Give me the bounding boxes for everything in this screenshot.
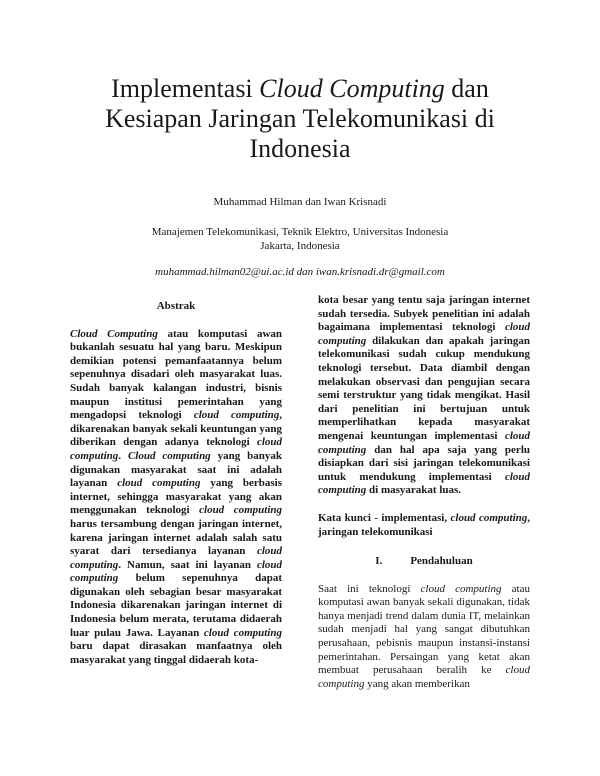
affiliation-line: Manajemen Telekomunikasi, Teknik Elektro, Universitas Indonesia (151, 226, 449, 238)
affiliation-line: Jakarta, Indonesia (260, 240, 340, 252)
section-heading: I. Pendahuluan (375, 555, 473, 568)
paper-title: Implementasi Cloud Computing dan Kesiapan Jaringan Telekomunikasi di Indonesia (105, 74, 495, 163)
introduction-text: Saat ini teknologi cloud computing atau komputasi awan banyak sekali digunakan, tidak hanya menjadi trend dalam dunia IT, melainkan sudah menjadi hal yang sangat dibutuhkan perusahaan, pebisnis maupun instansi-instansi pemerintahan. Persaingan yang ketat akan membuat perusahaan beralih ke cloud computing yang akan memberikan (318, 582, 530, 690)
abstract-text: Cloud Computing atau komputasi awan bukanlah sesuatu hal yang baru. Meskipun demikian potensi pemanfaatannya belum sepenuhnya disadari oleh masyarakat luas. Sudah banyak kalangan industri, bisnis maupun institusi pemerintahan yang mengadopsi teknologi cloud computing, dikarenakan banyak sekali keuntungan yang diberikan dengan adanya teknologi cloud computing. Cloud computing yang banyak digunakan masyarakat saat ini adalah layanan cloud computing yang berbasis internet, sehingga masyarakat yang akan menggunakan teknologi cloud computing harus tersambung dengan jaringan internet, karena jaringan internet adalah salah satu syarat dari tersedianya layanan cloud computing. Namun, saat ini layanan cloud computing belum sepenuhnya dapat digunakan oleh sebagian besar masyarakat Indonesia dikarenakan jaringan internet di Indonesia belum merata, terutama didaerah luar pulau Jawa. Layanan cloud computing baru dapat dirasakan manfaatnya oleh masyarakat yang tinggal didaerah kota- (70, 327, 283, 666)
affiliation (0, 225, 600, 253)
keywords: Kata kunci - implementasi, cloud computing, jaringan telekomunikasi (318, 511, 530, 538)
abstract-continued: kota besar yang tentu saja jaringan internet sudah tersedia. Subyek penelitian ini adalah bagaimana implementasi teknologi cloud computing dilakukan dan apakah jaringan telekomunikasi sudah cukup mendukung teknologi tersebut. Data diambil dengan melakukan observasi dan pengujian secara semi terstruktur yang tidak mengikat. Hasil dari penelitian ini bertujuan untuk memperlihatkan kepada masyarakat mengenai keuntungan implementasi cloud computing dan hal apa saja yang perlu disiapkan dari sisi jaringan telekomunikasi untuk mendukung implementasi cloud computing di masyarakat luas. (318, 294, 530, 497)
left-column (70, 300, 282, 667)
title-italic-term: Cloud Computing (259, 74, 445, 103)
right-column (318, 294, 530, 691)
section-number: I. (375, 555, 383, 568)
authors: Muhammad Hilman dan Iwan Krisnadi (213, 196, 387, 208)
author-emails: muhammad.hilman02@ui.ac.id dan iwan.krisnadi.dr@gmail.com (155, 266, 445, 278)
abstract-heading: Abstrak (156, 300, 196, 312)
